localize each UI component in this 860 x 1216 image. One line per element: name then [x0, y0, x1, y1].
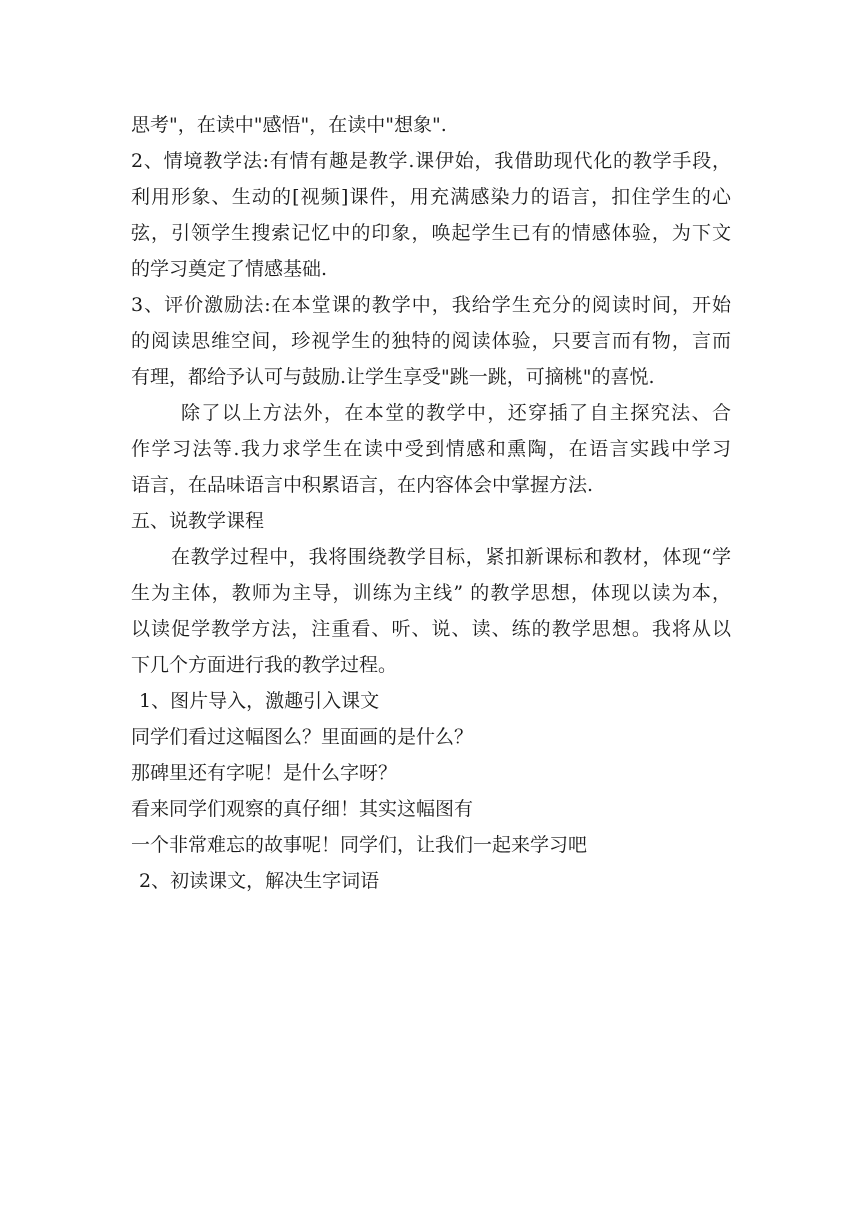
text-line: 的学习奠定了情感基础.: [131, 258, 328, 280]
text-line: 3、评价激励法:在本堂课的教学中，我给学生充分的阅读时间，开始: [131, 294, 731, 316]
list-item: 1、图片导入，激趣引入课文: [139, 690, 380, 712]
text-line: 生为主体，教师为主导，训练为主线” 的教学思想，体现以读为本，: [131, 582, 731, 604]
text-line: 2、情境教学法:有情有趣是教学.课伊始，我借助现代化的教学手段，: [131, 150, 731, 172]
section-heading: 五、说教学课程: [131, 510, 265, 532]
text-line: 看来同学们观察的真仔细！其实这幅图有: [131, 798, 474, 820]
text-line: 有理，都给予认可与鼓励.让学生享受"跳一跳，可摘桃"的喜悦.: [131, 366, 655, 388]
text-line: 语言，在品味语言中积累语言，在内容体会中掌握方法.: [131, 474, 594, 496]
text-line: 除了以上方法外，在本堂的教学中，还穿插了自主探究法、合: [181, 402, 731, 424]
text-line: 利用形象、生动的[视频]课件，用充满感染力的语言，扣住学生的心: [131, 186, 731, 208]
text-line: 作学习法等.我力求学生在读中受到情感和熏陶，在语言实践中学习: [131, 438, 731, 460]
text-line: 下几个方面进行我的教学过程。: [131, 654, 398, 676]
text-line: 一个非常难忘的故事呢！同学们，让我们一起来学习吧: [131, 834, 588, 856]
text-line: 思考"，在读中"感悟"，在读中"想象".: [131, 114, 447, 136]
text-line: 在教学过程中，我将围绕教学目标，紧扣新课标和教材，体现“学: [171, 546, 731, 568]
list-item: 2、初读课文，解决生字词语: [139, 870, 380, 892]
text-line: 以读促学教学方法，注重看、听、说、读、练的教学思想。我将从以: [131, 618, 731, 640]
document-body: [131, 107, 731, 899]
text-line: 弦，引领学生搜索记忆中的印象，唤起学生已有的情感体验，为下文: [131, 222, 731, 244]
text-line: 那碑里还有字呢！是什么字呀？: [131, 762, 398, 784]
text-line: 的阅读思维空间，珍视学生的独特的阅读体验，只要言而有物，言而: [131, 330, 731, 352]
text-line: 同学们看过这幅图么？里面画的是什么？: [131, 726, 474, 748]
